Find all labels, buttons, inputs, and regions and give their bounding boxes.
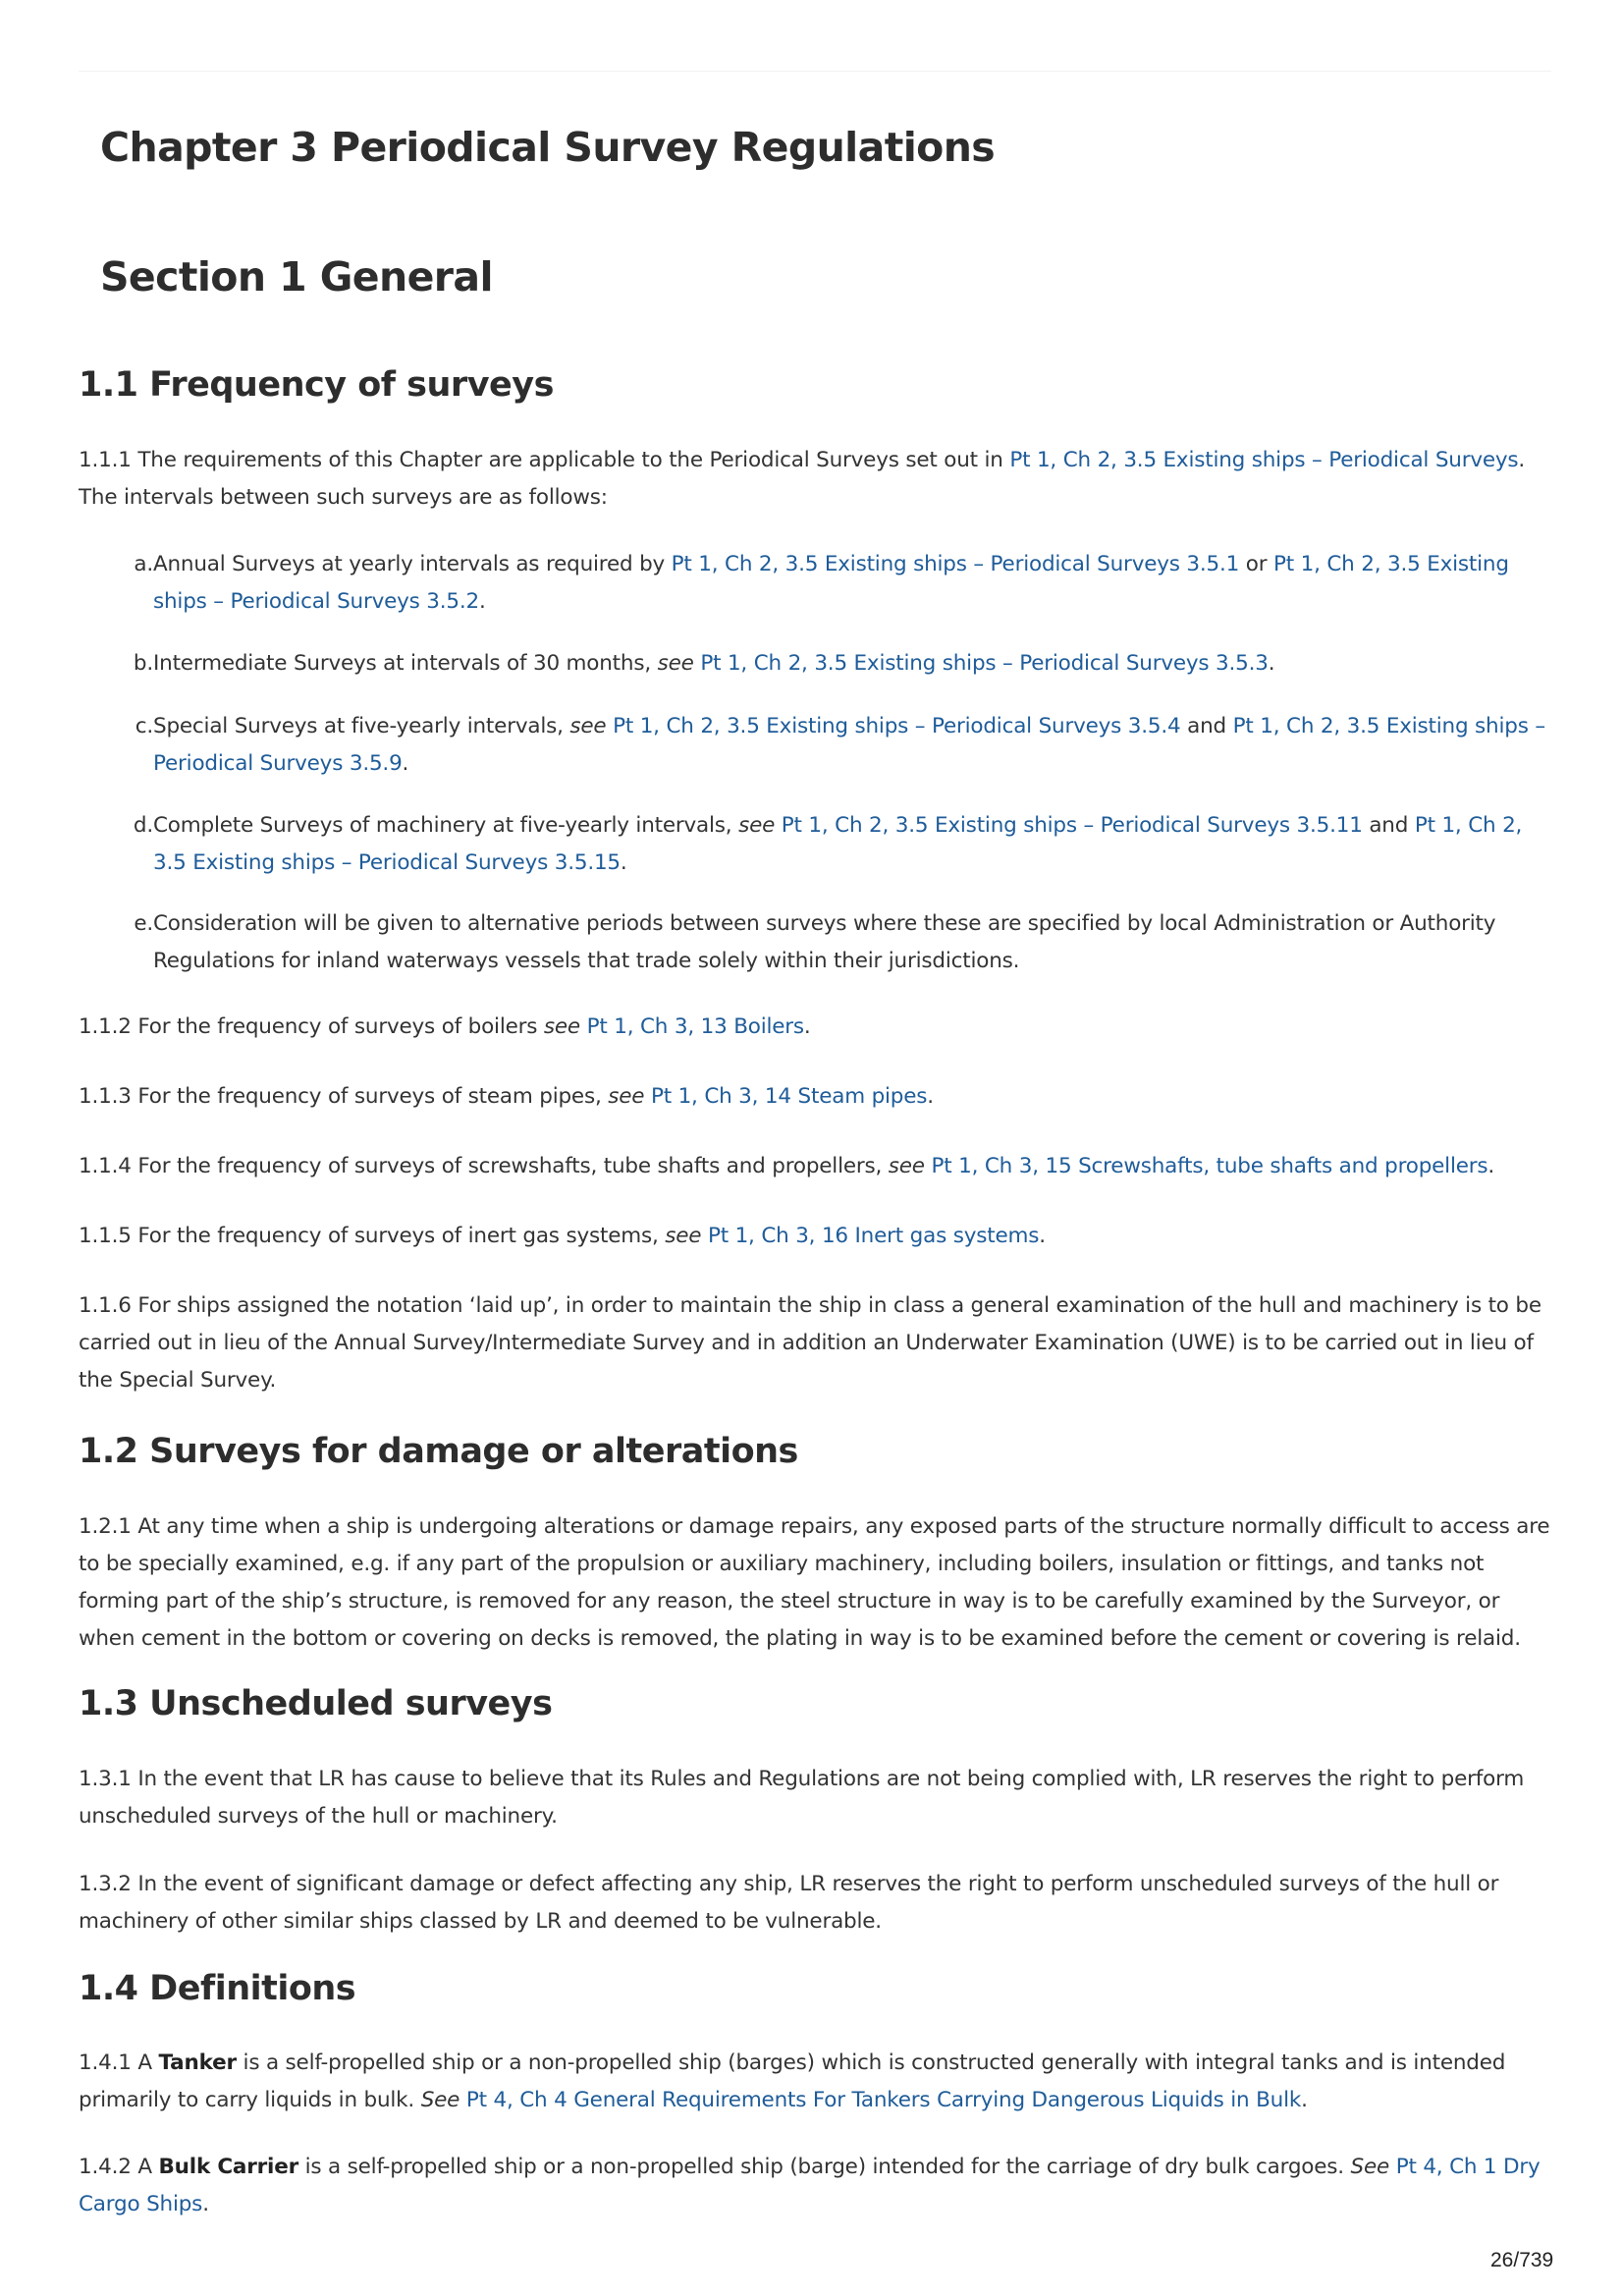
paragraph-1-3-2: 1.3.2 In the event of significant damage or defect affecting any ship, LR reserves the right to perform unscheduled surveys of the hull or machinery of other similar ships classed by LR and deemed to be vulnerable.: [79, 1872, 1499, 1934]
paragraph-1-1-4: 1.1.4 For the frequency of surveys of screwshafts, tube shafts and propellers, see Pt 1, Ch 3, 15 Screwshafts, tube shafts and propellers.: [79, 1154, 1495, 1178]
page-number: 26/739: [1490, 2249, 1554, 2271]
link-pt1-ch2-3-5[interactable]: Pt 1, Ch 2, 3.5 Existing ships – Periodical Surveys: [1009, 448, 1519, 472]
link-boilers[interactable]: Pt 1, Ch 3, 13 Boilers: [586, 1014, 804, 1039]
paragraph-1-1-2: 1.1.2 For the frequency of surveys of boilers see Pt 1, Ch 3, 13 Boilers.: [79, 1014, 811, 1039]
paragraph-1-4-1: 1.4.1 A Tanker is a self-propelled ship or a non-propelled ship (barges) which is constructed generally with integral tanks and is intended primarily to carry liquids in bulk. See Pt 4, Ch 4 General Requirements For Tankers Carrying Dangerous Liquids in Bulk.: [79, 2050, 1506, 2112]
link-3-5-3[interactable]: Pt 1, Ch 2, 3.5 Existing ships – Periodical Surveys 3.5.3: [700, 651, 1269, 676]
list-item: a. Annual Surveys at yearly intervals as required by Pt 1, Ch 2, 3.5 Existing ships – Periodical Surveys 3.5.1 or Pt 1, Ch 2, 3.5 Existing ships – Periodical Surveys 3.5.2.: [134, 552, 1509, 614]
list-item: c. Special Surveys at five-yearly intervals, see Pt 1, Ch 2, 3.5 Existing ships – Periodical Surveys 3.5.4 and Pt 1, Ch 2, 3.5 Existing ships – Periodical Surveys 3.5.9.: [135, 714, 1545, 776]
link-3-5-2[interactable]: Pt 1, Ch 2, 3.5 Existing ships – Periodical Surveys 3.5.2: [153, 552, 1509, 614]
term-tanker: Tanker: [158, 2050, 237, 2075]
section-title: Section 1 General: [100, 253, 493, 301]
heading-1-1: 1.1 Frequency of surveys: [79, 365, 554, 405]
heading-1-4: 1.4 Definitions: [79, 1969, 356, 2008]
paragraph-1-1-6: 1.1.6 For ships assigned the notation ‘laid up’, in order to maintain the ship in class a general examination of the hull and machinery is to be carried out in lieu of the Annual Survey/Intermediate Survey and in addition an Underwater Examination (UWE) is to be carried out in lieu of the Special Survey.: [79, 1293, 1541, 1393]
paragraph-1-3-1: 1.3.1 In the event that LR has cause to believe that its Rules and Regulations are not being complied with, LR reserves the right to perform unscheduled surveys of the hull or machinery.: [79, 1767, 1525, 1829]
link-pt4-ch1[interactable]: Pt 4, Ch 1 Dry Cargo Ships: [79, 2155, 1541, 2216]
link-3-5-4[interactable]: Pt 1, Ch 2, 3.5 Existing ships – Periodical Surveys 3.5.4: [613, 714, 1181, 738]
paragraph-1-4-2: 1.4.2 A Bulk Carrier is a self-propelled ship or a non-propelled ship (barge) intended for the carriage of dry bulk cargoes. See Pt 4, Ch 1 Dry Cargo Ships.: [79, 2155, 1541, 2216]
list-item: b. Intermediate Surveys at intervals of 30 months, see Pt 1, Ch 2, 3.5 Existing ships – Periodical Surveys 3.5.3.: [133, 651, 1275, 676]
heading-1-3: 1.3 Unscheduled surveys: [79, 1684, 553, 1723]
heading-1-2: 1.2 Surveys for damage or alterations: [79, 1432, 798, 1471]
link-screwshafts[interactable]: Pt 1, Ch 3, 15 Screwshafts, tube shafts and propellers: [931, 1154, 1488, 1178]
list-item: e. Consideration will be given to alternative periods between surveys where these are specified by local Administration or Authority Regulations for inland waterways vessels that trade solely within their jurisdictions.: [134, 911, 1496, 973]
link-3-5-11[interactable]: Pt 1, Ch 2, 3.5 Existing ships – Periodical Surveys 3.5.11: [781, 813, 1363, 838]
paragraph-1-1-1: 1.1.1 The requirements of this Chapter are applicable to the Periodical Surveys set out in Pt 1, Ch 2, 3.5 Existing ships – Periodical Surveys. The intervals between such surveys are as follows:: [79, 448, 1526, 510]
top-divider: [79, 71, 1551, 72]
chapter-title: Chapter 3 Periodical Survey Regulations: [100, 124, 996, 171]
link-3-5-1[interactable]: Pt 1, Ch 2, 3.5 Existing ships – Periodical Surveys 3.5.1: [671, 552, 1240, 576]
link-3-5-9[interactable]: Pt 1, Ch 2, 3.5 Existing ships – Periodical Surveys 3.5.9: [153, 714, 1545, 776]
link-3-5-15[interactable]: Pt 1, Ch 2, 3.5 Existing ships – Periodical Surveys 3.5.15: [153, 813, 1523, 875]
paragraph-1-1-5: 1.1.5 For the frequency of surveys of inert gas systems, see Pt 1, Ch 3, 16 Inert gas systems.: [79, 1224, 1046, 1248]
paragraph-1-2-1: 1.2.1 At any time when a ship is undergoing alterations or damage repairs, any exposed parts of the structure normally difficult to access are to be specially examined, e.g. if any part of the propulsion or auxiliary machinery, including boilers, insulation or fittings, and tanks not forming part of the ship’s structure, is removed for any reason, the steel structure in way is to be carefully examined by the Surveyor, or when cement in the bottom or covering on decks is removed, the plating in way is to be examined before the cement or covering is relaid.: [79, 1514, 1550, 1651]
paragraph-1-1-3: 1.1.3 For the frequency of surveys of steam pipes, see Pt 1, Ch 3, 14 Steam pipes.: [79, 1084, 934, 1109]
link-steam-pipes[interactable]: Pt 1, Ch 3, 14 Steam pipes: [650, 1084, 928, 1109]
term-bulk-carrier: Bulk Carrier: [158, 2155, 298, 2179]
link-pt4-ch4[interactable]: Pt 4, Ch 4 General Requirements For Tankers Carrying Dangerous Liquids in Bulk: [465, 2088, 1302, 2112]
link-inert-gas[interactable]: Pt 1, Ch 3, 16 Inert gas systems: [707, 1224, 1040, 1248]
list-item: d. Complete Surveys of machinery at five-yearly intervals, see Pt 1, Ch 2, 3.5 Existing ships – Periodical Surveys 3.5.11 and Pt 1, Ch 2, 3.5 Existing ships – Periodical Surveys 3.5.15.: [133, 813, 1523, 875]
